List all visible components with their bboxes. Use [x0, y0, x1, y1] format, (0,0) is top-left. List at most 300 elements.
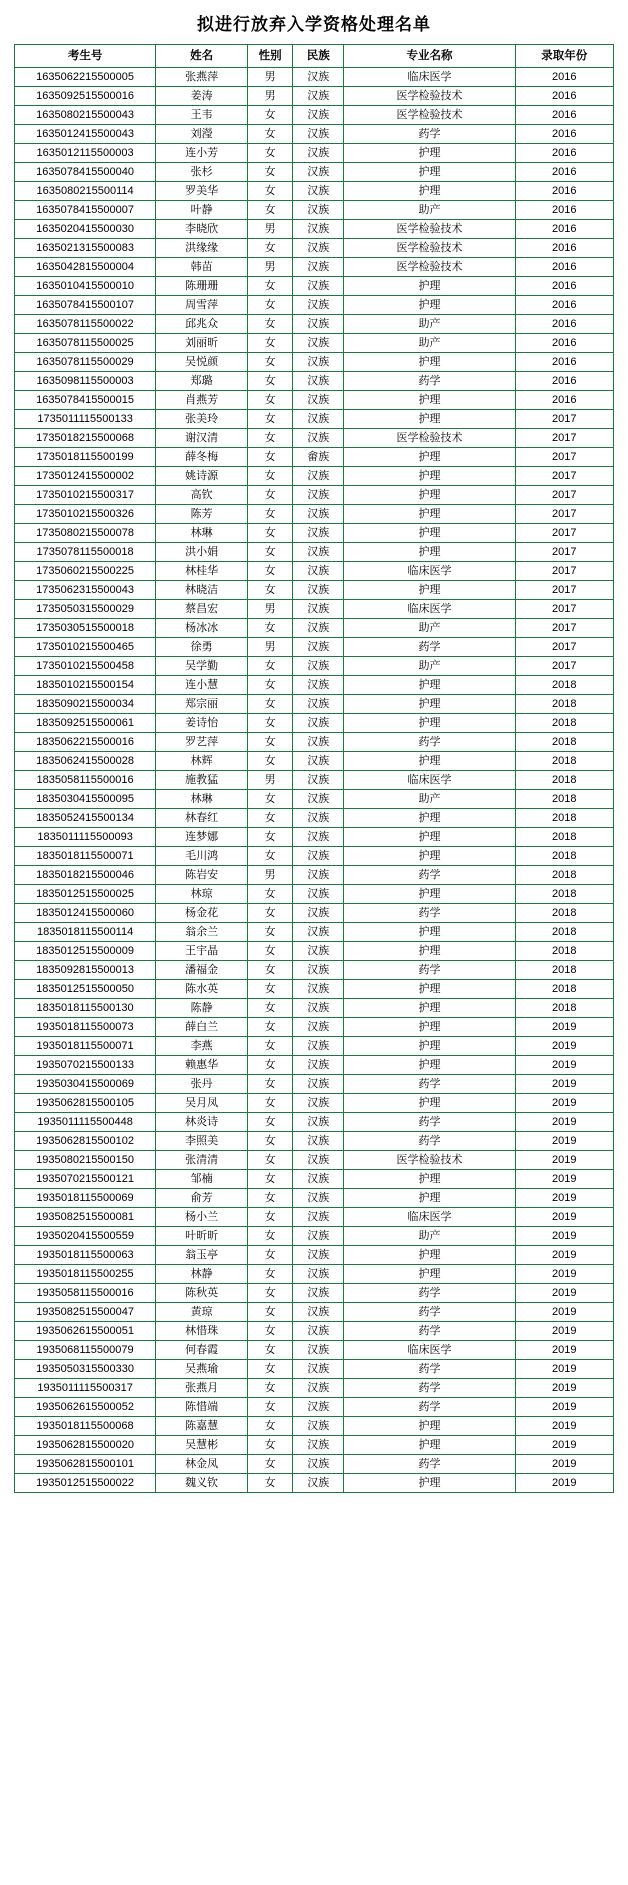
cell-exam-id: 1935082515500047	[15, 1303, 156, 1322]
table-row	[15, 505, 614, 524]
page-title: 拟进行放弃入学资格处理名单	[197, 15, 431, 34]
cell-exam-id: 1935062615500052	[15, 1398, 156, 1417]
cell-name: 何春霞	[156, 1341, 248, 1360]
table-row	[15, 885, 614, 904]
cell-gender: 女	[248, 353, 293, 372]
cell-major: 护理	[344, 581, 515, 600]
cell-major: 医学检验技术	[344, 220, 515, 239]
cell-name: 张杉	[156, 163, 248, 182]
cell-name: 林桂华	[156, 562, 248, 581]
cell-admission-year: 2017	[515, 486, 613, 505]
cell-ethnicity: 汉族	[293, 828, 344, 847]
cell-gender: 女	[248, 1075, 293, 1094]
cell-name: 杨金花	[156, 904, 248, 923]
cell-name: 周雪萍	[156, 296, 248, 315]
cell-ethnicity: 汉族	[293, 353, 344, 372]
cell-ethnicity: 汉族	[293, 1094, 344, 1113]
table-row	[15, 1170, 614, 1189]
cell-ethnicity: 汉族	[293, 543, 344, 562]
cell-major: 护理	[344, 923, 515, 942]
cell-ethnicity: 汉族	[293, 619, 344, 638]
table-row	[15, 1398, 614, 1417]
cell-admission-year: 2019	[515, 1227, 613, 1246]
cell-gender: 女	[248, 885, 293, 904]
cell-gender: 女	[248, 1189, 293, 1208]
table-row	[15, 1132, 614, 1151]
cell-name: 林辉	[156, 752, 248, 771]
table-row	[15, 809, 614, 828]
cell-exam-id: 1635021315500083	[15, 239, 156, 258]
cell-exam-id: 1635078415500007	[15, 201, 156, 220]
cell-major: 药学	[344, 866, 515, 885]
cell-ethnicity: 汉族	[293, 1398, 344, 1417]
cell-exam-id: 1735012415500002	[15, 467, 156, 486]
cell-gender: 女	[248, 1474, 293, 1493]
cell-admission-year: 2016	[515, 391, 613, 410]
cell-admission-year: 2018	[515, 980, 613, 999]
table-row	[15, 600, 614, 619]
cell-name: 洪缘缘	[156, 239, 248, 258]
cell-gender: 女	[248, 1246, 293, 1265]
cell-ethnicity: 汉族	[293, 429, 344, 448]
cell-ethnicity: 汉族	[293, 657, 344, 676]
cell-name: 郑宗丽	[156, 695, 248, 714]
table-row	[15, 942, 614, 961]
cell-ethnicity: 汉族	[293, 1341, 344, 1360]
cell-exam-id: 1935070215500121	[15, 1170, 156, 1189]
cell-name: 薛冬梅	[156, 448, 248, 467]
table-row	[15, 581, 614, 600]
cell-exam-id: 1935011115500317	[15, 1379, 156, 1398]
table-row	[15, 866, 614, 885]
cell-gender: 女	[248, 847, 293, 866]
cell-ethnicity: 汉族	[293, 1474, 344, 1493]
cell-gender: 女	[248, 448, 293, 467]
cell-name: 黄琼	[156, 1303, 248, 1322]
cell-exam-id: 1835062215500016	[15, 733, 156, 752]
cell-ethnicity: 汉族	[293, 201, 344, 220]
cell-ethnicity: 汉族	[293, 1132, 344, 1151]
cell-major: 临床医学	[344, 562, 515, 581]
cell-exam-id: 1635012115500003	[15, 144, 156, 163]
cell-name: 陈秋英	[156, 1284, 248, 1303]
cell-ethnicity: 汉族	[293, 1075, 344, 1094]
table-row	[15, 448, 614, 467]
cell-exam-id: 1935058115500016	[15, 1284, 156, 1303]
cell-admission-year: 2018	[515, 733, 613, 752]
cell-admission-year: 2019	[515, 1075, 613, 1094]
candidate-list-table	[14, 44, 614, 1493]
cell-admission-year: 2019	[515, 1113, 613, 1132]
cell-name: 陈惜端	[156, 1398, 248, 1417]
table-row	[15, 1151, 614, 1170]
cell-major: 医学检验技术	[344, 239, 515, 258]
cell-exam-id: 1635078415500040	[15, 163, 156, 182]
cell-name: 吴燕瑜	[156, 1360, 248, 1379]
cell-major: 医学检验技术	[344, 106, 515, 125]
cell-ethnicity: 汉族	[293, 239, 344, 258]
cell-major: 护理	[344, 676, 515, 695]
cell-ethnicity: 汉族	[293, 372, 344, 391]
cell-exam-id: 1635020415500030	[15, 220, 156, 239]
cell-gender: 女	[248, 923, 293, 942]
cell-gender: 男	[248, 258, 293, 277]
cell-exam-id: 1935062615500051	[15, 1322, 156, 1341]
cell-name: 陈岩安	[156, 866, 248, 885]
cell-major: 药学	[344, 1379, 515, 1398]
cell-admission-year: 2016	[515, 277, 613, 296]
cell-exam-id: 1635078415500015	[15, 391, 156, 410]
cell-major: 医学检验技术	[344, 87, 515, 106]
cell-gender: 女	[248, 486, 293, 505]
cell-exam-id: 1835018115500130	[15, 999, 156, 1018]
cell-name: 俞芳	[156, 1189, 248, 1208]
cell-admission-year: 2017	[515, 638, 613, 657]
cell-gender: 女	[248, 1170, 293, 1189]
cell-major: 护理	[344, 1094, 515, 1113]
cell-ethnicity: 汉族	[293, 847, 344, 866]
cell-major: 护理	[344, 714, 515, 733]
table-row	[15, 296, 614, 315]
column-header-ethnicity: 民族	[293, 45, 344, 68]
cell-gender: 女	[248, 562, 293, 581]
cell-major: 药学	[344, 1075, 515, 1094]
cell-admission-year: 2016	[515, 125, 613, 144]
cell-name: 翁余兰	[156, 923, 248, 942]
table-row	[15, 144, 614, 163]
cell-major: 药学	[344, 1113, 515, 1132]
cell-gender: 女	[248, 1208, 293, 1227]
cell-admission-year: 2017	[515, 467, 613, 486]
cell-major: 护理	[344, 524, 515, 543]
cell-gender: 女	[248, 999, 293, 1018]
cell-name: 陈水英	[156, 980, 248, 999]
cell-major: 护理	[344, 1474, 515, 1493]
cell-name: 姚诗源	[156, 467, 248, 486]
cell-gender: 女	[248, 1265, 293, 1284]
cell-admission-year: 2017	[515, 505, 613, 524]
cell-admission-year: 2017	[515, 410, 613, 429]
cell-admission-year: 2019	[515, 1056, 613, 1075]
table-row	[15, 638, 614, 657]
cell-gender: 男	[248, 68, 293, 87]
cell-major: 临床医学	[344, 771, 515, 790]
cell-ethnicity: 汉族	[293, 144, 344, 163]
cell-ethnicity: 汉族	[293, 790, 344, 809]
cell-major: 护理	[344, 1265, 515, 1284]
cell-admission-year: 2019	[515, 1018, 613, 1037]
table-row	[15, 695, 614, 714]
cell-admission-year: 2016	[515, 182, 613, 201]
cell-admission-year: 2018	[515, 961, 613, 980]
cell-major: 医学检验技术	[344, 1151, 515, 1170]
table-row	[15, 125, 614, 144]
cell-major: 助产	[344, 201, 515, 220]
cell-name: 林惜珠	[156, 1322, 248, 1341]
cell-admission-year: 2016	[515, 87, 613, 106]
table-row	[15, 790, 614, 809]
cell-name: 吴月凤	[156, 1094, 248, 1113]
cell-admission-year: 2018	[515, 885, 613, 904]
cell-ethnicity: 汉族	[293, 771, 344, 790]
table-row	[15, 1018, 614, 1037]
table-row	[15, 1455, 614, 1474]
table-row	[15, 429, 614, 448]
cell-gender: 女	[248, 657, 293, 676]
cell-name: 邱兆众	[156, 315, 248, 334]
cell-admission-year: 2018	[515, 790, 613, 809]
cell-name: 姜涛	[156, 87, 248, 106]
column-header-name: 姓名	[156, 45, 248, 68]
cell-exam-id: 1635042815500004	[15, 258, 156, 277]
cell-major: 护理	[344, 448, 515, 467]
cell-exam-id: 1735010215500465	[15, 638, 156, 657]
cell-gender: 女	[248, 980, 293, 999]
table-row	[15, 410, 614, 429]
cell-exam-id: 1635012415500043	[15, 125, 156, 144]
cell-admission-year: 2016	[515, 68, 613, 87]
cell-admission-year: 2017	[515, 429, 613, 448]
cell-name: 魏义钦	[156, 1474, 248, 1493]
cell-gender: 女	[248, 106, 293, 125]
table-row	[15, 524, 614, 543]
cell-name: 郑璐	[156, 372, 248, 391]
cell-name: 叶昕昕	[156, 1227, 248, 1246]
cell-admission-year: 2019	[515, 1474, 613, 1493]
cell-major: 护理	[344, 163, 515, 182]
cell-name: 潘福金	[156, 961, 248, 980]
cell-major: 护理	[344, 1189, 515, 1208]
cell-major: 护理	[344, 410, 515, 429]
cell-exam-id: 1935018115500255	[15, 1265, 156, 1284]
cell-ethnicity: 汉族	[293, 182, 344, 201]
cell-gender: 女	[248, 1018, 293, 1037]
cell-admission-year: 2019	[515, 1341, 613, 1360]
cell-admission-year: 2019	[515, 1170, 613, 1189]
cell-gender: 女	[248, 410, 293, 429]
cell-name: 李照美	[156, 1132, 248, 1151]
cell-name: 林金凤	[156, 1455, 248, 1474]
cell-gender: 男	[248, 638, 293, 657]
cell-exam-id: 1935018115500068	[15, 1417, 156, 1436]
cell-admission-year: 2017	[515, 657, 613, 676]
cell-exam-id: 1835018115500114	[15, 923, 156, 942]
cell-major: 护理	[344, 942, 515, 961]
cell-exam-id: 1835092815500013	[15, 961, 156, 980]
cell-exam-id: 1935062815500020	[15, 1436, 156, 1455]
table-header	[15, 45, 614, 68]
cell-ethnicity: 汉族	[293, 980, 344, 999]
cell-ethnicity: 汉族	[293, 524, 344, 543]
cell-ethnicity: 汉族	[293, 923, 344, 942]
table-row	[15, 543, 614, 562]
cell-ethnicity: 汉族	[293, 809, 344, 828]
cell-name: 姜诗怡	[156, 714, 248, 733]
cell-name: 刘丽昕	[156, 334, 248, 353]
cell-exam-id: 1935011115500448	[15, 1113, 156, 1132]
cell-ethnicity: 畲族	[293, 448, 344, 467]
cell-major: 助产	[344, 315, 515, 334]
cell-major: 临床医学	[344, 1341, 515, 1360]
table-row	[15, 68, 614, 87]
cell-ethnicity: 汉族	[293, 467, 344, 486]
cell-gender: 女	[248, 467, 293, 486]
cell-exam-id: 1935018115500073	[15, 1018, 156, 1037]
cell-exam-id: 1835012515500009	[15, 942, 156, 961]
cell-gender: 女	[248, 1417, 293, 1436]
cell-major: 药学	[344, 1360, 515, 1379]
cell-ethnicity: 汉族	[293, 1265, 344, 1284]
cell-gender: 女	[248, 1132, 293, 1151]
table-row	[15, 106, 614, 125]
cell-ethnicity: 汉族	[293, 562, 344, 581]
table-row	[15, 1227, 614, 1246]
cell-admission-year: 2019	[515, 1303, 613, 1322]
cell-name: 林静	[156, 1265, 248, 1284]
table-row	[15, 1379, 614, 1398]
cell-ethnicity: 汉族	[293, 1170, 344, 1189]
cell-gender: 女	[248, 296, 293, 315]
cell-name: 林炎诗	[156, 1113, 248, 1132]
cell-exam-id: 1935050315500330	[15, 1360, 156, 1379]
cell-exam-id: 1635080215500114	[15, 182, 156, 201]
cell-ethnicity: 汉族	[293, 68, 344, 87]
cell-exam-id: 1935068115500079	[15, 1341, 156, 1360]
cell-name: 陈珊珊	[156, 277, 248, 296]
cell-major: 护理	[344, 828, 515, 847]
cell-exam-id: 1735078115500018	[15, 543, 156, 562]
cell-admission-year: 2016	[515, 201, 613, 220]
cell-exam-id: 1635078415500107	[15, 296, 156, 315]
cell-gender: 女	[248, 163, 293, 182]
cell-ethnicity: 汉族	[293, 1037, 344, 1056]
cell-gender: 女	[248, 524, 293, 543]
cell-exam-id: 1835052415500134	[15, 809, 156, 828]
cell-major: 护理	[344, 1436, 515, 1455]
cell-ethnicity: 汉族	[293, 1018, 344, 1037]
cell-exam-id: 1935062815500105	[15, 1094, 156, 1113]
cell-name: 毛川鸿	[156, 847, 248, 866]
cell-name: 杨小兰	[156, 1208, 248, 1227]
cell-name: 张美玲	[156, 410, 248, 429]
table-row	[15, 1094, 614, 1113]
cell-exam-id: 1735010215500458	[15, 657, 156, 676]
cell-gender: 女	[248, 676, 293, 695]
cell-name: 林琳	[156, 524, 248, 543]
cell-ethnicity: 汉族	[293, 505, 344, 524]
cell-major: 医学检验技术	[344, 258, 515, 277]
table-row	[15, 1417, 614, 1436]
cell-admission-year: 2019	[515, 1284, 613, 1303]
cell-exam-id: 1735011115500133	[15, 410, 156, 429]
cell-ethnicity: 汉族	[293, 1284, 344, 1303]
column-header-admission-year: 录取年份	[515, 45, 613, 68]
cell-gender: 女	[248, 1322, 293, 1341]
cell-gender: 女	[248, 543, 293, 562]
cell-gender: 女	[248, 1094, 293, 1113]
cell-exam-id: 1735018215500068	[15, 429, 156, 448]
table-row	[15, 733, 614, 752]
cell-ethnicity: 汉族	[293, 676, 344, 695]
cell-name: 邹楠	[156, 1170, 248, 1189]
cell-admission-year: 2017	[515, 581, 613, 600]
cell-exam-id: 1835062415500028	[15, 752, 156, 771]
cell-ethnicity: 汉族	[293, 999, 344, 1018]
cell-exam-id: 1835010215500154	[15, 676, 156, 695]
cell-admission-year: 2018	[515, 809, 613, 828]
cell-ethnicity: 汉族	[293, 1208, 344, 1227]
cell-admission-year: 2018	[515, 999, 613, 1018]
cell-name: 吴悦颜	[156, 353, 248, 372]
cell-gender: 女	[248, 1227, 293, 1246]
cell-name: 连小慧	[156, 676, 248, 695]
cell-exam-id: 1635062215500005	[15, 68, 156, 87]
cell-ethnicity: 汉族	[293, 125, 344, 144]
cell-ethnicity: 汉族	[293, 1056, 344, 1075]
cell-admission-year: 2016	[515, 315, 613, 334]
cell-exam-id: 1635098115500003	[15, 372, 156, 391]
cell-name: 杨冰冰	[156, 619, 248, 638]
cell-name: 王宇晶	[156, 942, 248, 961]
cell-ethnicity: 汉族	[293, 1151, 344, 1170]
cell-name: 薛白兰	[156, 1018, 248, 1037]
cell-major: 助产	[344, 1227, 515, 1246]
cell-major: 护理	[344, 1056, 515, 1075]
cell-major: 护理	[344, 1170, 515, 1189]
table-row	[15, 201, 614, 220]
cell-major: 临床医学	[344, 68, 515, 87]
cell-name: 林晓洁	[156, 581, 248, 600]
cell-gender: 男	[248, 866, 293, 885]
cell-major: 助产	[344, 657, 515, 676]
cell-ethnicity: 汉族	[293, 1417, 344, 1436]
cell-name: 林琳	[156, 790, 248, 809]
cell-name: 徐勇	[156, 638, 248, 657]
cell-admission-year: 2019	[515, 1436, 613, 1455]
table-row	[15, 1436, 614, 1455]
cell-admission-year: 2019	[515, 1398, 613, 1417]
cell-major: 助产	[344, 619, 515, 638]
cell-exam-id: 1635010415500010	[15, 277, 156, 296]
cell-ethnicity: 汉族	[293, 1436, 344, 1455]
cell-admission-year: 2016	[515, 258, 613, 277]
cell-admission-year: 2019	[515, 1037, 613, 1056]
cell-ethnicity: 汉族	[293, 1455, 344, 1474]
cell-gender: 女	[248, 315, 293, 334]
cell-ethnicity: 汉族	[293, 258, 344, 277]
cell-ethnicity: 汉族	[293, 220, 344, 239]
table-row	[15, 239, 614, 258]
cell-admission-year: 2017	[515, 562, 613, 581]
cell-ethnicity: 汉族	[293, 1227, 344, 1246]
table-row	[15, 828, 614, 847]
cell-ethnicity: 汉族	[293, 391, 344, 410]
cell-exam-id: 1735080215500078	[15, 524, 156, 543]
cell-gender: 女	[248, 904, 293, 923]
cell-name: 陈芳	[156, 505, 248, 524]
cell-exam-id: 1935030415500069	[15, 1075, 156, 1094]
table-row	[15, 771, 614, 790]
cell-name: 连梦娜	[156, 828, 248, 847]
table-row	[15, 562, 614, 581]
cell-name: 罗美华	[156, 182, 248, 201]
cell-admission-year: 2016	[515, 163, 613, 182]
cell-admission-year: 2017	[515, 524, 613, 543]
cell-gender: 女	[248, 1341, 293, 1360]
cell-gender: 女	[248, 1113, 293, 1132]
cell-gender: 女	[248, 334, 293, 353]
cell-gender: 女	[248, 1455, 293, 1474]
